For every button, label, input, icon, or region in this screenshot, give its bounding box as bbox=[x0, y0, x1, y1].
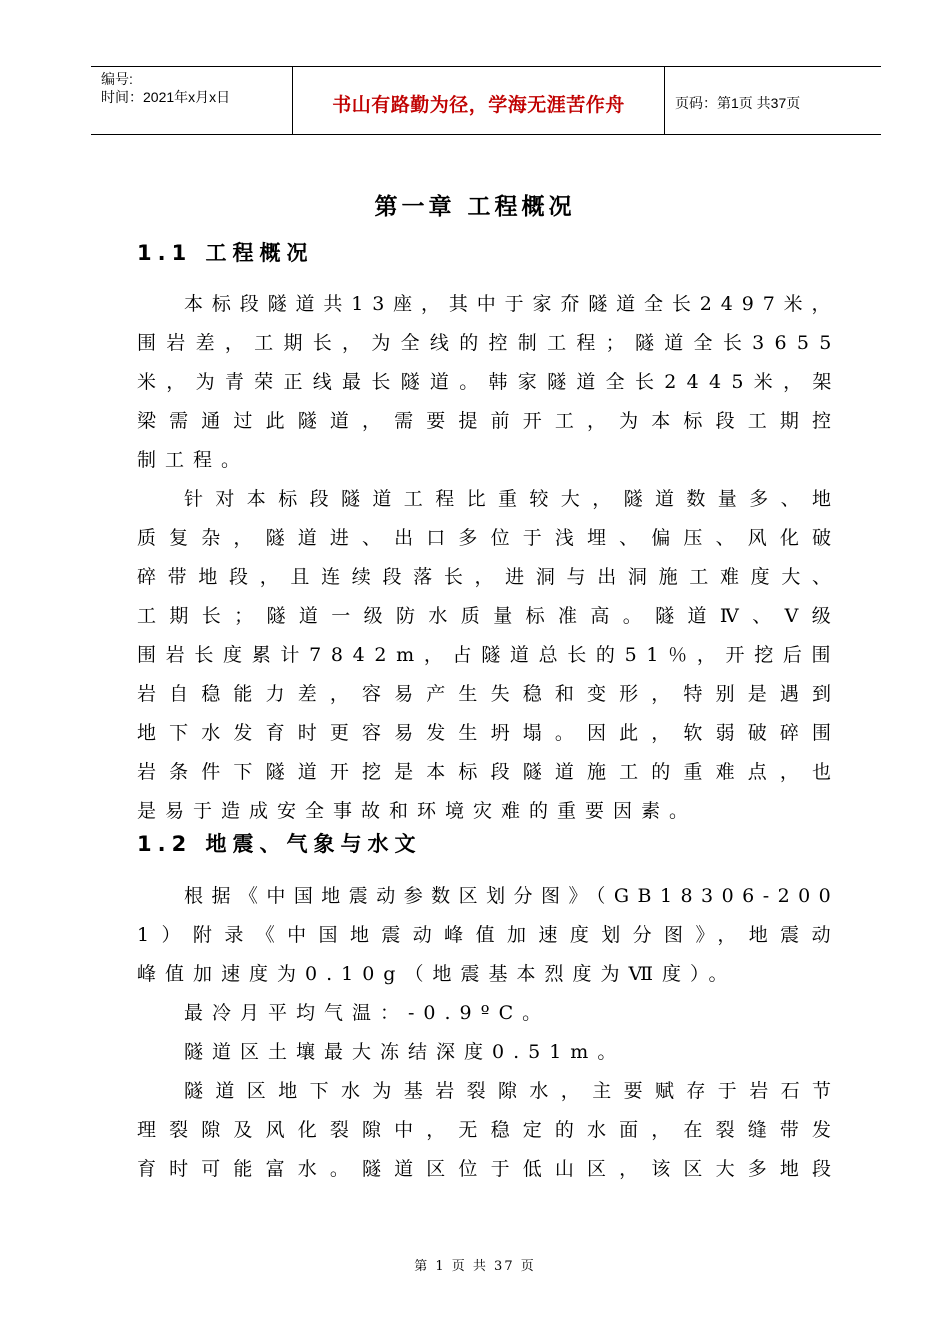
paragraph-line: 米，为青荣正线最长隧道。韩家隧道全长2445米，架 bbox=[137, 371, 842, 393]
header-table bbox=[91, 66, 881, 135]
paragraph-line: 隧道区地下水为基岩裂隙水，主要赋存于岩石节 bbox=[184, 1080, 844, 1102]
section-title: 1.2 地震、气象与水文 bbox=[137, 832, 422, 856]
paragraph-line: 理裂隙及风化裂隙中，无稳定的水面，在裂缝带发 bbox=[137, 1119, 845, 1141]
header-page-info: 页码：第1页 共37页 bbox=[675, 95, 801, 111]
header-left-cell bbox=[101, 67, 291, 134]
paragraph-line: 岩自稳能力差，容易产生失稳和变形，特别是遇到 bbox=[137, 683, 845, 705]
chapter-title: 第一章 工程概况 bbox=[374, 194, 576, 220]
paragraph-line: 围岩差，工期长，为全线的控制工程；隧道全长3655 bbox=[137, 332, 842, 354]
paragraph-line: 梁需通过此隧道，需要提前开工，为本标段工期控 bbox=[137, 410, 845, 432]
header-motto: 书山有路勤为径，学海无涯苦作舟 bbox=[332, 94, 625, 116]
paragraph-line: 隧道区土壤最大冻结深度0.51m。 bbox=[184, 1041, 626, 1063]
paragraph-line: 工期长；隧道一级防水质量标准高。隧道Ⅳ、Ⅴ级 bbox=[137, 605, 845, 627]
section-title: 1.1 工程概况 bbox=[137, 241, 314, 265]
number-label: 编号: bbox=[101, 71, 133, 87]
paragraph-line: 育时可能富水。隧道区位于低山区，该区大多地段 bbox=[137, 1158, 845, 1180]
paragraph-line: 针对本标段隧道工程比重较大，隧道数量多、地 bbox=[184, 488, 844, 510]
paragraph-line: 围岩长度累计7842m，占隧道总长的51％，开挖后围 bbox=[137, 644, 841, 666]
paragraph-line: 1）附录《中国地震动峰值加速度划分图》，地震动 bbox=[137, 924, 843, 946]
paragraph-line: 质复杂，隧道进、出口多位于浅埋、偏压、风化破 bbox=[137, 527, 845, 549]
paragraph-line: 峰值加速度为0.10g（地震基本烈度为Ⅶ度）。 bbox=[137, 963, 737, 985]
paragraph-line: 地下水发育时更容易发生坍塌。因此，软弱破碎围 bbox=[137, 722, 845, 744]
header-divider bbox=[664, 67, 665, 134]
page-footer: 第 1 页 共 37 页 bbox=[414, 1259, 536, 1274]
paragraph-line: 根据《中国地震动参数区划分图》（GB18306-200 bbox=[184, 885, 840, 907]
paragraph-line: 碎带地段，且连续段落长，进洞与出洞施工难度大、 bbox=[137, 566, 843, 588]
time-label: 时间：2021年x月x日 bbox=[101, 89, 231, 105]
paragraph-line: 本标段隧道共13座，其中于家夼隧道全长2497米， bbox=[184, 293, 840, 315]
paragraph-line: 是易于造成安全事故和环境灾难的重要因素。 bbox=[137, 800, 698, 822]
paragraph-line: 制工程。 bbox=[137, 449, 250, 471]
paragraph-line: 最冷月平均气温：-0.9ºC。 bbox=[184, 1002, 551, 1024]
paragraph-line: 岩条件下隧道开挖是本标段隧道施工的重难点，也 bbox=[137, 761, 845, 783]
